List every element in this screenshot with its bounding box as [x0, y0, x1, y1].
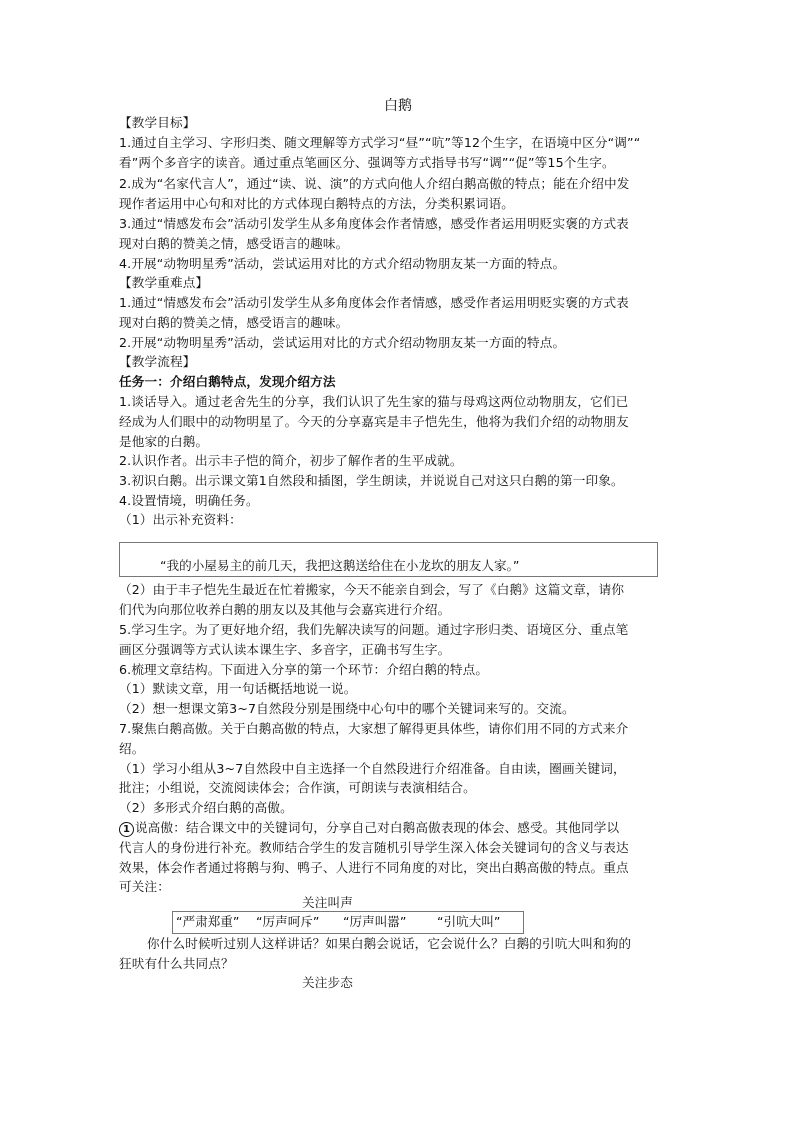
say-line	[119, 818, 619, 838]
task-line: 1.谈话导入。通过老舍先生的分享，我们认识了先生家的猫与母鸡这两位动物朋友，它们已	[119, 394, 629, 409]
task-line: 绍。	[119, 741, 145, 756]
call-phrase: “严肃郑重”	[176, 914, 240, 929]
supplement-quote: “我的小屋易主的前几天，我把这鹅送给住在小龙坎的朋友人家。”	[160, 558, 520, 573]
section-heading-flow: 【教学流程】	[119, 354, 196, 369]
task-line: 画区分强调等方式认读本课生字、多音字，正确书写生字。	[119, 642, 451, 657]
focus-step-label: 关注步态	[302, 975, 353, 990]
say-line: 效果，体会作者通过将鹅与狗、鸭子、人进行不同角度的对比，突出白鹅高傲的特点。重点	[119, 860, 629, 875]
document-title: 白鹅	[384, 98, 412, 114]
goal-line: 现对白鹅的赞美之情，感受语言的趣味。	[119, 236, 349, 251]
task-line: 5.学习生字。为了更好地介绍，我们先解决读写的问题。通过字形归类、语境区分、重点笔	[119, 622, 629, 637]
key-point-line: 现对白鹅的赞美之情，感受语言的趣味。	[119, 315, 349, 330]
circled-number-marker: 1	[119, 822, 134, 837]
call-phrase: “引吭大叫”	[437, 914, 501, 929]
task-line: 2.认识作者。出示丰子恺的简介，初步了解作者的生平成就。	[119, 453, 463, 468]
task-line: （1）学习小组从3~7自然段中自主选择一个自然段进行介绍准备。自由读，圈画关键词，	[119, 761, 626, 776]
key-point-line: 1.通过“情感发布会”活动引发学生从多角度体会作者情感，感受作者运用明贬实褒的方式表	[119, 295, 629, 310]
call-phrase: “厉声叫嚣”	[343, 914, 407, 929]
question-line: 狂吠有什么共同点？	[119, 956, 234, 971]
task-line: 3.初识白鹅。出示课文第1自然段和插图，学生朗读，并说说自己对这只白鹅的第一印象。	[119, 473, 624, 488]
task-line: 7.聚焦白鹅高傲。关于白鹅高傲的特点，大家想了解得更具体些，请你们用不同的方式来介	[119, 721, 629, 736]
task-line: 是他家的白鹅。	[119, 434, 209, 449]
task-line: 6.梳理文章结构。下面进入分享的第一个环节：介绍白鹅的特点。	[119, 662, 489, 677]
goal-line: 2.成为“名家代言人”，通过“读、说、演”的方式向他人介绍白鹅高傲的特点；能在介绍中发	[119, 176, 630, 191]
say-line-text: 说高傲：结合课文中的关键词句，分享自己对白鹅高傲表现的体会、感受。其他同学以	[135, 820, 620, 835]
section-heading-goals: 【教学目标】	[119, 115, 196, 130]
question-line: 你什么时候听过别人这样讲话？如果白鹅会说话，它会说什么？白鹅的引吭大叫和狗的	[147, 936, 632, 951]
goal-line: 3.通过“情感发布会”活动引发学生从多角度体会作者情感，感受作者运用明贬实褒的方式表	[119, 216, 629, 231]
task-line: （2）由于丰子恺先生最近在忙着搬家，今天不能亲自到会，写了《白鹅》这篇文章，请你	[119, 582, 625, 597]
goal-line: 1.通过自主学习、字形归类、随文理解等方式学习“昼”“吭”等12个生字，在语境中区分“调”“	[119, 135, 641, 150]
task-line: （1）默读文章，用一句话概括地说一说。	[119, 681, 357, 696]
task-line: 们代为向那位收养白鹅的朋友以及其他与会嘉宾进行介绍。	[119, 602, 451, 617]
key-point-line: 2.开展“动物明星秀”活动，尝试运用对比的方式介绍动物朋友某一方面的特点。	[119, 335, 566, 350]
focus-call-label: 关注叫声	[302, 895, 353, 910]
call-phrase: “厉声呵斥”	[256, 914, 320, 929]
goal-line: 现作者运用中心句和对比的方式体现白鹅特点的方法，分类积累词语。	[119, 196, 515, 211]
task-line: （2）多形式介绍白鹅的高傲。	[119, 800, 293, 815]
section-heading-key-points: 【教学重难点】	[119, 275, 209, 290]
task-line: 4.设置情境，明确任务。	[119, 493, 259, 508]
say-line: 可关注：	[119, 879, 170, 894]
goal-line: 看”两个多音字的读音。通过重点笔画区分、强调等方式指导书写“调”“促”等15个生字。	[119, 155, 615, 170]
task-heading: 任务一：介绍白鹅特点，发现介绍方法	[119, 374, 336, 389]
task-line: （1）出示补充资料：	[119, 512, 242, 527]
say-line: 代言人的身份进行补充。教师结合学生的发言随机引导学生深入体会关键词句的含义与表达	[119, 840, 629, 855]
task-line: 经成为人们眼中的动物明星了。今天的分享嘉宾是丰子恺先生，他将为我们介绍的动物朋友	[119, 414, 629, 429]
goal-line: 4.开展“动物明星秀”活动，尝试运用对比的方式介绍动物朋友某一方面的特点。	[119, 256, 566, 271]
task-line: （2）想一想课文第3~7自然段分别是围绕中心句中的哪个关键词来写的。交流。	[119, 701, 575, 716]
task-line: 批注；小组说，交流阅读体会；合作演，可朗读与表演相结合。	[119, 780, 476, 795]
